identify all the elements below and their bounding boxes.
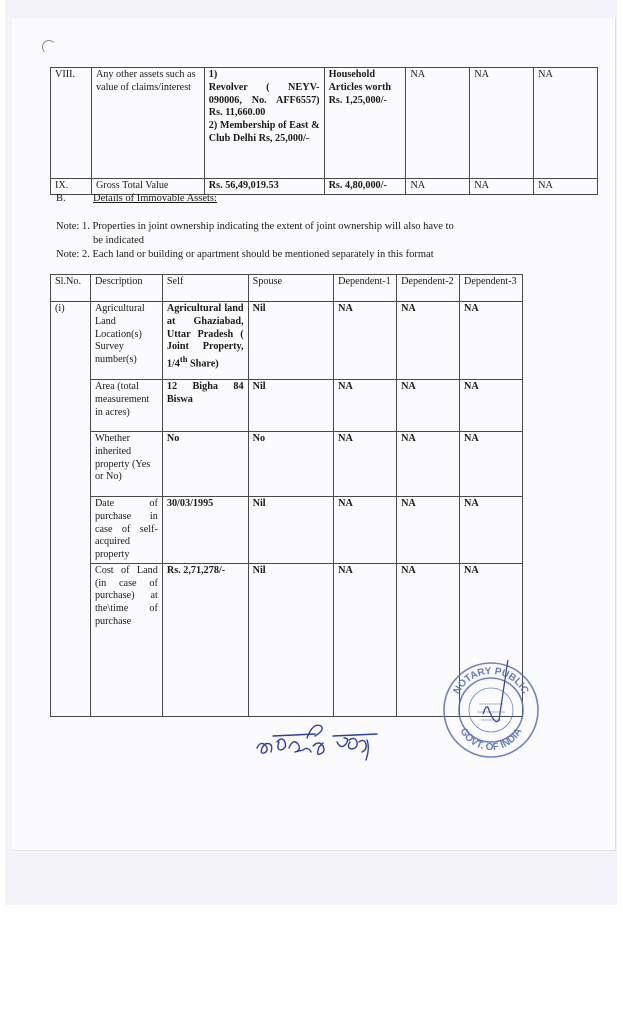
self-line-2: Revolver ( NEYV-090006, No. AFF6557) Rs. 11,660.00: [208, 81, 320, 119]
table-header-row: [51, 275, 523, 302]
table-row: [51, 380, 523, 432]
note-1: Note: 1. Properties in joint ownership indicating the extent of joint ownership will also have to: [56, 221, 454, 232]
section-b-title: Details of Immovable Assets:: [93, 193, 217, 204]
dependent-3-value: NA: [534, 179, 598, 195]
table-row: [51, 497, 523, 564]
spouse-value: Household Articles worth Rs. 1,25,000/-: [324, 68, 406, 179]
header-spouse: Spouse: [248, 275, 334, 302]
dependent-1-value: NA: [406, 68, 470, 179]
row-number: (i): [51, 302, 91, 717]
dependent-1-value: NA: [334, 432, 397, 497]
table-row: [51, 432, 523, 497]
dependent-2-value: NA: [397, 497, 460, 564]
ordinal-suffix: th: [179, 354, 188, 364]
table-row: [51, 179, 598, 195]
table-row: [51, 68, 598, 179]
dependent-1-value: NA: [406, 179, 470, 195]
movable-assets-table: [50, 67, 598, 195]
dependent-2-value: NA: [397, 432, 460, 497]
self-value: Rs. 2,71,278/-: [162, 563, 248, 716]
self-value: 12 Bigha 84 Biswa: [162, 380, 248, 432]
table-row: [51, 302, 523, 380]
header-dependent-1: Dependent-1: [334, 275, 397, 302]
dependent-1-value: NA: [334, 302, 397, 380]
punch-hole-mark: [42, 40, 56, 54]
row-description: Any other assets such as value of claims/interest: [91, 68, 204, 179]
header-description: Description: [90, 275, 162, 302]
spouse-value: Nil: [248, 302, 334, 380]
self-value: No: [162, 432, 248, 497]
row-description: Date of purchase in case of self-acquired property: [90, 497, 162, 564]
section-b-label: B.: [56, 193, 66, 204]
header-dependent-2: Dependent-2: [397, 275, 460, 302]
dependent-2-value: NA: [397, 380, 460, 432]
row-description: Area (total measurement in acres): [90, 380, 162, 432]
spouse-value: Nil: [248, 563, 334, 716]
immovable-assets-table: [50, 274, 523, 717]
spouse-value: No: [248, 432, 334, 497]
svg-text:GOVT. OF INDIA: GOVT. OF INDIA: [457, 726, 525, 754]
row-description: Whether inherited property (Yes or No): [90, 432, 162, 497]
self-value: [204, 68, 324, 179]
header-dependent-3: Dependent-3: [459, 275, 522, 302]
spouse-value: Nil: [248, 380, 334, 432]
row-description: Gross Total Value: [91, 179, 204, 195]
self-value: [162, 302, 248, 380]
note-2: Note: 2. Each land or building or apartment should be mentioned separately in this format: [56, 249, 434, 260]
handwritten-signature: [255, 718, 385, 763]
dependent-2-value: NA: [470, 179, 534, 195]
dependent-3-value: NA: [459, 497, 522, 564]
self-text: Agricultural land at Ghaziabad, Uttar Pradesh ( Joint Property, 1/4: [166, 303, 244, 370]
dependent-3-value: NA: [459, 432, 522, 497]
dependent-1-value: NA: [334, 380, 397, 432]
dependent-3-value: NA: [534, 68, 598, 179]
dependent-3-value: NA: [459, 380, 522, 432]
row-number: IX.: [51, 179, 92, 195]
header-slno: Sl.No.: [51, 275, 91, 302]
self-value: Rs. 56,49,019.53: [204, 179, 324, 195]
dependent-3-value: NA: [459, 302, 522, 380]
dependent-2-value: NA: [397, 302, 460, 380]
row-description: Agricultural Land Location(s) Survey number(s): [90, 302, 162, 380]
self-value: 30/03/1995: [162, 497, 248, 564]
row-description: Cost of Land (in case of purchase) at the\time of purchase: [90, 563, 162, 716]
spouse-value: Nil: [248, 497, 334, 564]
note-1-continued: be indicated: [93, 235, 145, 246]
spouse-value: Rs. 4,80,000/-: [324, 179, 406, 195]
dependent-3-value: NA: [459, 563, 522, 716]
notary-seal: [441, 660, 541, 760]
self-line-1: 1): [208, 69, 218, 80]
dependent-1-value: NA: [334, 497, 397, 564]
svg-text:NOTARY PUBLIC: NOTARY PUBLIC: [451, 665, 531, 697]
row-number: VIII.: [51, 68, 92, 179]
dependent-2-value: NA: [397, 563, 460, 716]
self-line-3: 2) Membership of East & Club Delhi Rs, 25,000/-: [208, 120, 320, 144]
header-self: Self: [162, 275, 248, 302]
dependent-2-value: NA: [470, 68, 534, 179]
dependent-1-value: NA: [334, 563, 397, 716]
self-text-end: Share): [187, 358, 219, 370]
